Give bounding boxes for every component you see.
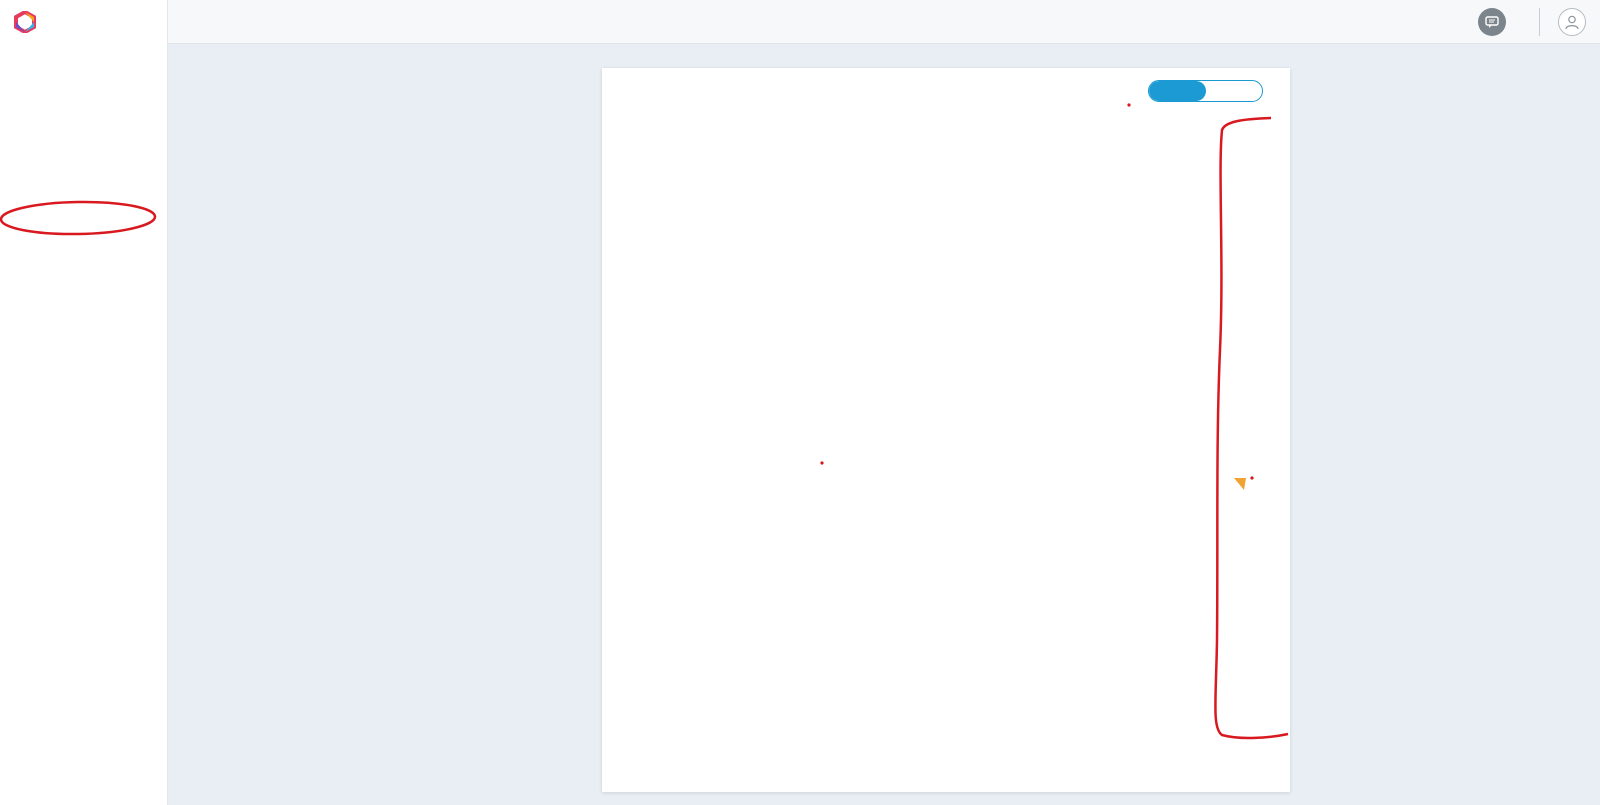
sidebar [0,0,168,805]
toggle-souhrny[interactable] [1206,81,1263,101]
app-logo[interactable] [0,0,167,44]
grades-card [602,68,1290,792]
bakalari-logo-icon [14,11,36,33]
toggle-znamky[interactable] [1149,81,1206,101]
user-icon [1564,14,1580,30]
view-toggle [1148,80,1263,102]
top-bar [168,0,1600,44]
messages-button[interactable] [1478,8,1506,36]
user-profile-button[interactable] [1558,8,1586,36]
toolbar-separator [1539,8,1540,36]
chat-bubble-icon [1485,15,1499,29]
